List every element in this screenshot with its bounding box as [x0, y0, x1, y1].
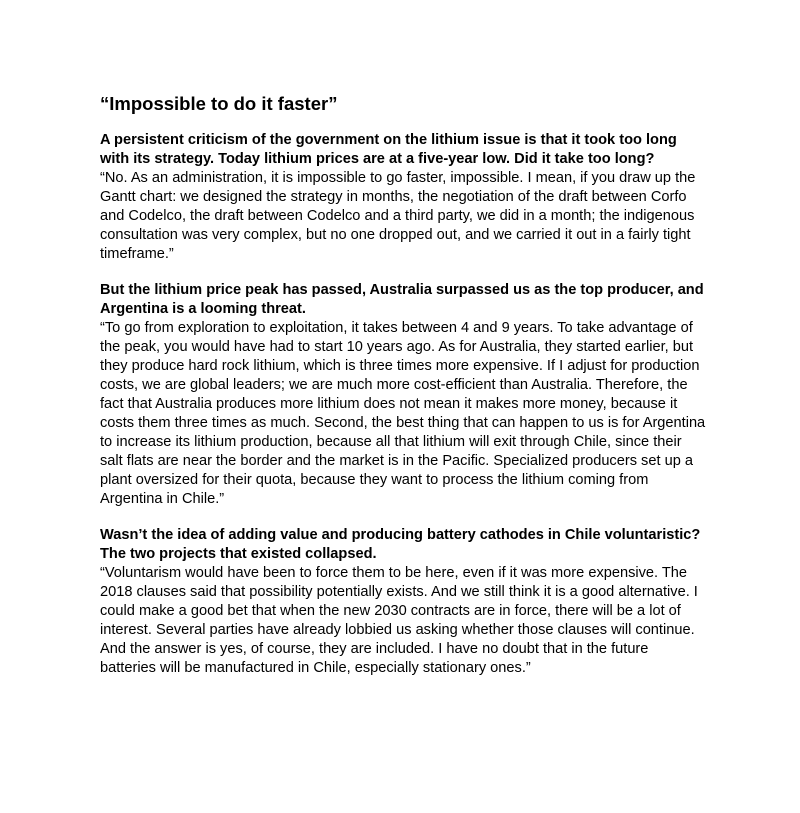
interview-question: A persistent criticism of the government on the lithium issue is that it took too long with its strategy. Today lithium prices are at a five-year low. Did it take too long? [100, 132, 677, 167]
qa-block [100, 131, 708, 264]
interview-answer: “No. As an administration, it is impossible to go faster, impossible. I mean, if you draw up the Gantt chart: we designed the strategy in months, the negotiation of the draft between Corfo and Codelco, the draft between Codelco and a third party, we did in a month; the indigenous consultation was very complex, but no one dropped out, and we carried it out in a fairly tight timeframe.” [100, 170, 696, 262]
article [100, 92, 708, 695]
interview-answer: “To go from exploration to exploitation, it takes between 4 and 9 years. To take advantage of the peak, you would have had to start 10 years ago. As for Australia, they started earlier, but they produce hard rock lithium, which is three times more expensive. If I adjust for production costs, we are global leaders; we are much more cost-efficient than Australia. Therefore, the fact that Australia produces more lithium does not mean it makes more money, because it costs them three times as much. Second, the best thing that can happen to us is for Argentina to increase its lithium production, because all that lithium will exit through Chile, since their salt flats are near the border and the market is in the Pacific. Specialized producers set up a plant oversized for their quota, because they want to process the lithium coming from Argentina in Chile.” [100, 320, 706, 507]
article-heading: “Impossible to do it faster” [100, 93, 338, 114]
interview-answer: “Voluntarism would have been to force them to be here, even if it was more expensive. The 2018 clauses said that possibility potentially exists. And we still think it is a good alternative. I could make a good bet that when the new 2030 contracts are in force, there will be a lot of interest. Several parties have already lobbied us asking whether those clauses will continue. And the answer is yes, of course, they are included. I have no doubt that in the future batteries will be manufactured in Chile, especially stationary ones.” [100, 565, 698, 676]
qa-block [100, 281, 708, 509]
qa-block [100, 526, 708, 678]
interview-question: Wasn’t the idea of adding value and producing battery cathodes in Chile voluntaristic? The two projects that existed collapsed. [100, 527, 701, 562]
interview-question: But the lithium price peak has passed, Australia surpassed us as the top producer, and Argentina is a looming threat. [100, 282, 704, 317]
